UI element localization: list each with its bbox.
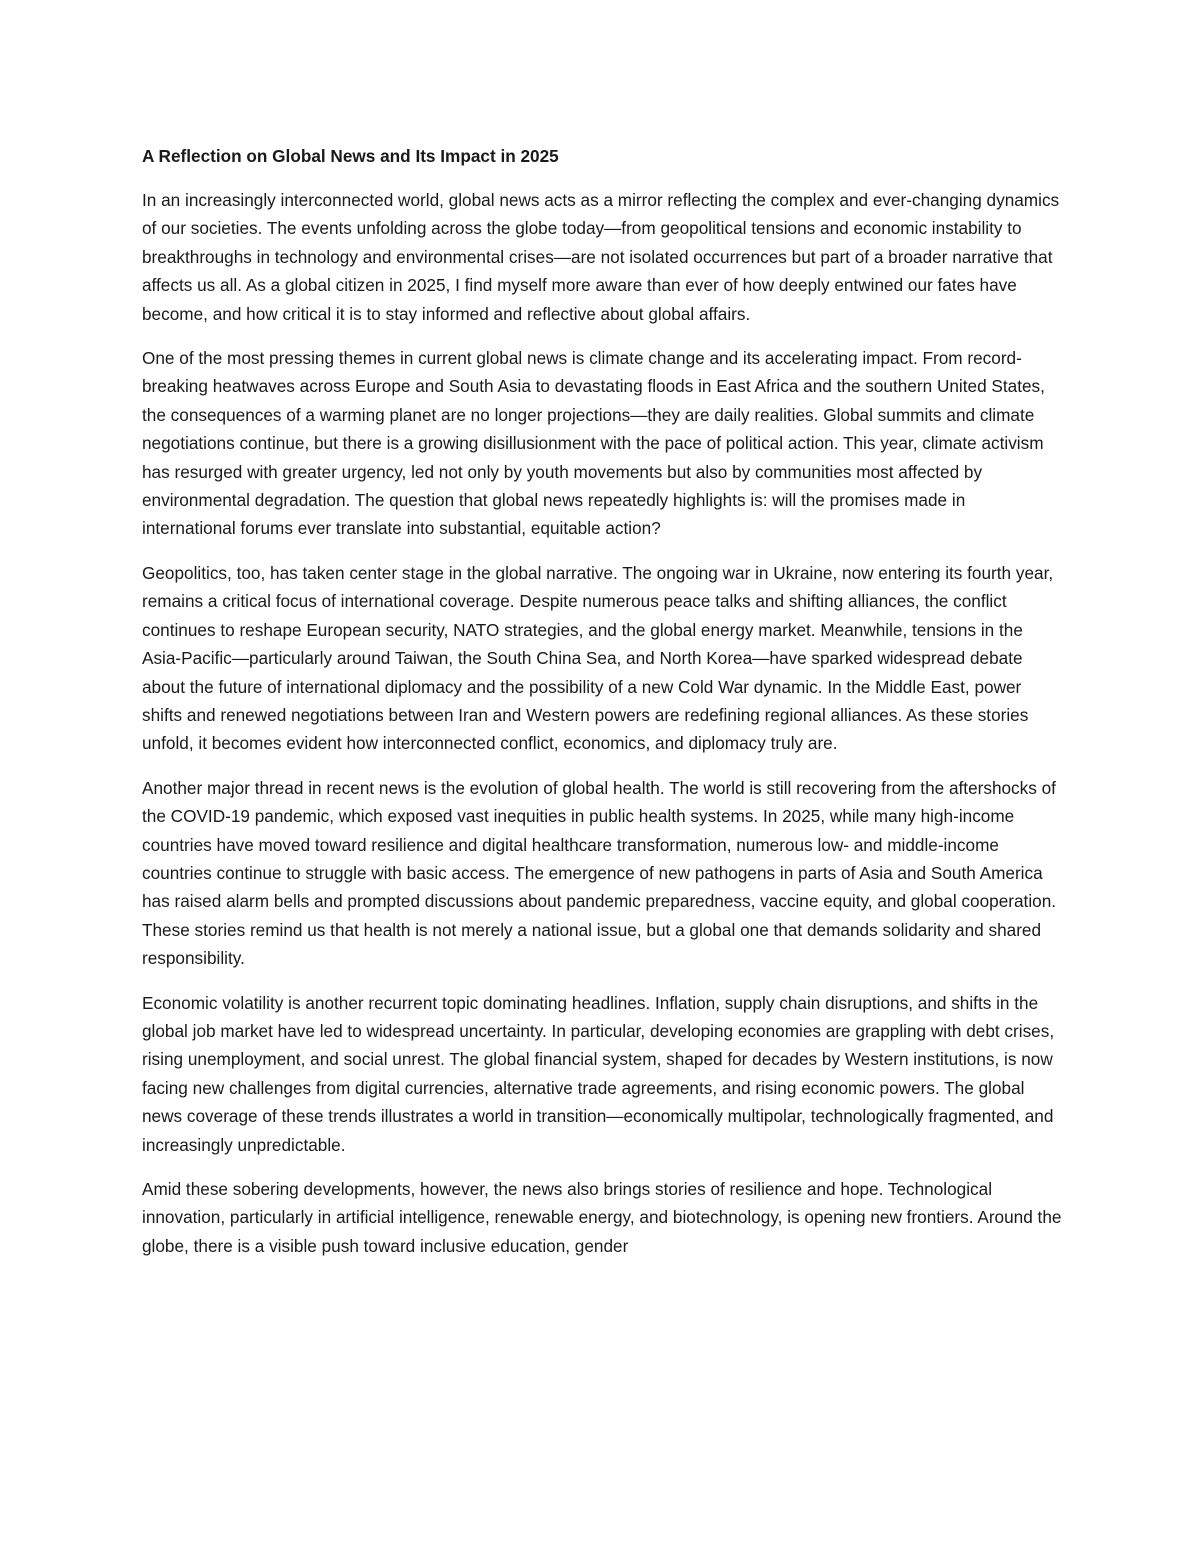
paragraph-intro: In an increasingly interconnected world, global news acts as a mirror reflecting the complex and ever-changing dynamics of our societies. The events unfolding across the globe today—from geopolitical tensions and economic instability to breakthroughs in technology and environmental crises—are not isolated occurrences but part of a broader narrative that affects us all. As a global citizen in 2025, I find myself more aware than ever of how deeply entwined our fates have become, and how critical it is to stay informed and reflective about global affairs. <box>142 190 1060 324</box>
paragraph-geopolitics: Geopolitics, too, has taken center stage in the global narrative. The ongoing war in Ukraine, now entering its fourth year, remains a critical focus of international coverage. Despite numerous peace talks and shifting alliances, the conflict continues to reshape European security, NATO strategies, and the global energy market. Meanwhile, tensions in the Asia-Pacific—particularly around Taiwan, the South China Sea, and North Korea—have sparked widespread debate about the future of international diplomacy and the possibility of a new Cold War dynamic. In the Middle East, power shifts and renewed negotiations between Iran and Western powers are redefining regional alliances. As these stories unfold, it becomes evident how interconnected conflict, economics, and diplomacy truly are. <box>142 562 1054 754</box>
paragraph-health: Another major thread in recent news is the evolution of global health. The world is still recovering from the aftershocks of the COVID-19 pandemic, which exposed vast inequities in public health systems. In 2025, while many high-income countries have moved toward resilience and digital healthcare transformation, numerous low- and middle-income countries continue to struggle with basic access. The emergence of new pathogens in parts of Asia and South America has raised alarm bells and prompted discussions about pandemic preparedness, vaccine equity, and global cooperation. These stories remind us that health is not merely a national issue, but a global one that demands solidarity and shared responsibility. <box>142 777 1057 969</box>
paragraph-climate: One of the most pressing themes in current global news is climate change and its accelerating impact. From record-breaking heatwaves across Europe and South Asia to devastating floods in East Africa and the southern United States, the consequences of a warming planet are no longer projections—they are daily realities. Global summits and climate negotiations continue, but there is a growing disillusionment with the pace of political action. This year, climate activism has resurged with greater urgency, led not only by youth movements but also by communities most affected by environmental degradation. The question that global news repeatedly highlights is: will the promises made in international forums ever translate into substantial, equitable action? <box>142 348 1045 539</box>
paragraph-hope: Amid these sobering developments, however, the news also brings stories of resilience and hope. Technological innovation, particularly in artificial intelligence, renewable energy, and biotechnology, is opening new frontiers. Around the globe, there is a visible push toward inclusive education, gender <box>142 1179 1062 1256</box>
document-title: A Reflection on Global News and Its Impact in 2025 <box>142 146 559 166</box>
paragraph-economy: Economic volatility is another recurrent topic dominating headlines. Inflation, supply chain disruptions, and shifts in the global job market have led to widespread uncertainty. In particular, developing economies are grappling with debt crises, rising unemployment, and social unrest. The global financial system, shaped for decades by Western institutions, is now facing new challenges from digital currencies, alternative trade agreements, and rising economic powers. The global news coverage of these trends illustrates a world in transition—economically multipolar, technologically fragmented, and increasingly unpredictable. <box>142 992 1055 1155</box>
document-body <box>142 142 1062 1276</box>
